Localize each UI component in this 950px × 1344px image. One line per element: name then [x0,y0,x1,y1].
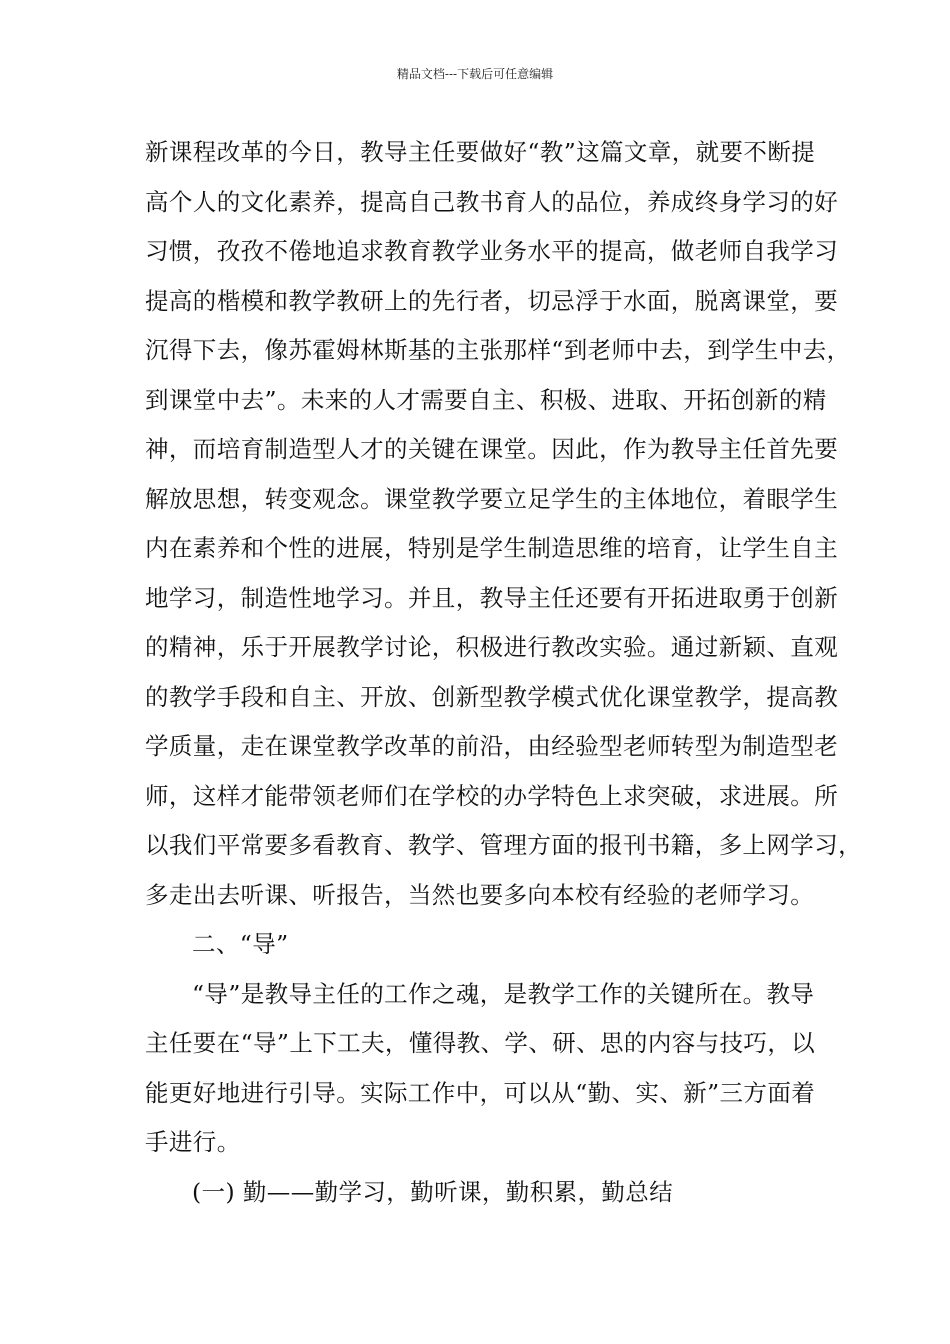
text-line: 内在素养和个性的进展，特别是学生制造思维的培育，让学生自主 [145,534,839,562]
text-line: 能更好地进行引导。实际工作中，可以从“勤、实、新”三方面着 [145,1078,816,1107]
text-line: 主任要在“导”上下工夫，懂得教、学、研、思的内容与技巧，以 [145,1029,816,1057]
text-line: 的教学手段和自主、开放、创新型教学模式优化课堂教学，提高教 [145,682,839,711]
text-line: 到课堂中去”。未来的人才需要自主、积极、进取、开拓创新的精 [145,385,827,414]
text-line: 神，而培育制造型人才的关键在课堂。因此，作为教导主任首先要 [145,435,839,463]
text-line: 多走出去听课、听报告，当然也要多向本校有经验的老师学习。 [145,880,815,909]
text-line: 提高的楷模和教学教研上的先行者，切忌浮于水面，脱离课堂，要 [145,286,839,315]
paragraph-2 [145,970,815,1168]
section-heading: 二、“导” [192,930,289,958]
text-line: 地学习，制造性地学习。并且，教导主任还要有开拓进取勇于创新 [145,583,839,612]
text-line: 新课程改革的今日，教导主任要做好“教”这篇文章，就要不断提 [145,138,816,166]
text-line: 师，这样才能带领老师们在学校的办学特色上求突破，求进展。所 [145,781,839,810]
paragraph-1 [145,128,862,920]
text-line: 学质量，走在课堂教学改革的前沿，由经验型老师转型为制造型老 [145,732,839,760]
text-line: 沉得下去，像苏霍姆林斯基的主张那样“到老师中去，到学生中去， [145,336,851,364]
text-line: 解放思想，转变观念。课堂教学要立足学生的主体地位，着眼学生 [145,484,839,513]
subsection-heading: (一) 勤——勤学习，勤听课，勤积累，勤总结 [192,1177,674,1206]
text-line: 手进行。 [145,1128,241,1156]
text-line: 习惯，孜孜不倦地追求教育教学业务水平的提高，做老师自我学习 [145,237,839,265]
text-line: 的精神，乐于开展教学讨论，积极进行教改实验。通过新颖、直观 [145,633,839,661]
text-line: 以我们平常要多看教育、教学、管理方面的报刊书籍，多上网学习， [145,831,862,859]
page-header: 精品文档---下载后可任意编辑 [396,67,554,81]
text-line: 高个人的文化素养，提高自己教书育人的品位，养成终身学习的好 [145,187,839,216]
text-line: “导”是教导主任的工作之魂，是教学工作的关键所在。教导 [192,979,815,1008]
document-body [145,128,862,1217]
